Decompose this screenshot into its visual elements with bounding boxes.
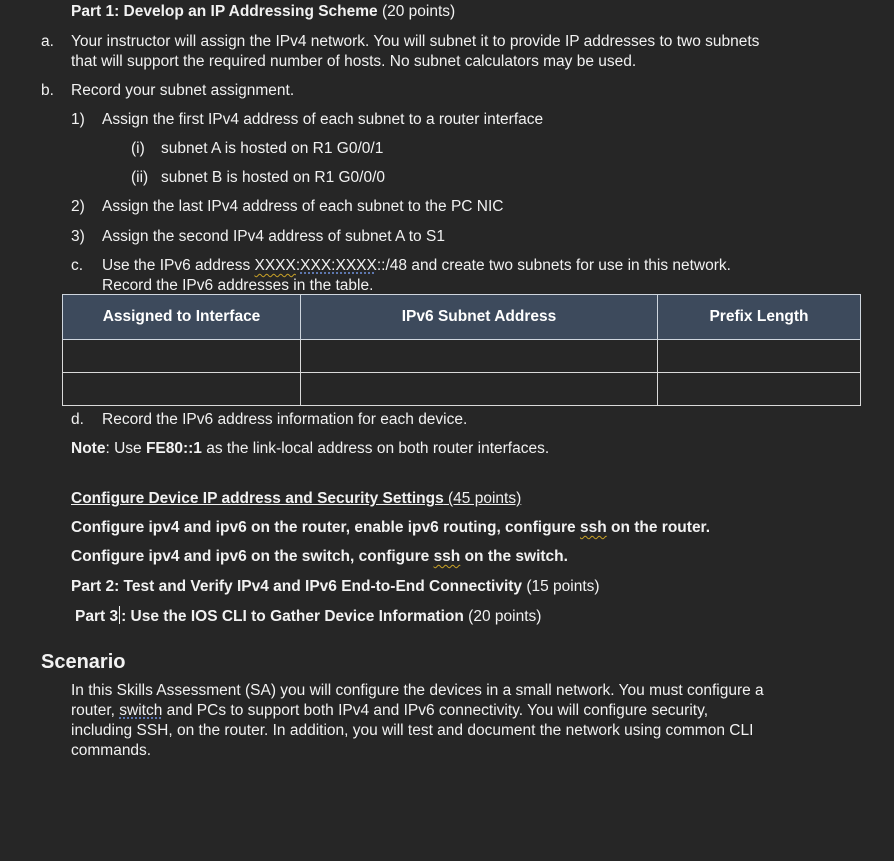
part1-points: (20 points) [377, 3, 456, 20]
configure-router-pre: Configure ipv4 and ipv6 on the router, enable ipv6 routing, configure [71, 519, 580, 536]
item-c-marker: c. [71, 257, 84, 274]
step1-text: Assign the first IPv4 address of each subnet to a router interface [102, 111, 544, 128]
table-row [63, 340, 861, 373]
step3-text: Assign the second IPv4 address of subnet A to S1 [102, 228, 445, 245]
item-a-line1: Your instructor will assign the IPv4 network. You will subnet it to provide IP addresses to two subnets [71, 33, 760, 50]
note-sep: : Use [105, 440, 146, 457]
part2-title: Part 2: Test and Verify IPv4 and IPv6 End-to-End Connectivity [71, 578, 523, 595]
sub-i-marker: (i) [131, 140, 145, 157]
configure-title: Configure Device IP address and Security Settings [71, 490, 444, 507]
configure-router-line [71, 518, 710, 538]
header-ipv6-subnet-address: IPv6 Subnet Address [301, 295, 658, 340]
table-cell[interactable] [658, 340, 861, 373]
step1-marker: 1) [71, 111, 85, 128]
scenario-line4: commands. [71, 742, 152, 759]
scenario-line2-post: and PCs to support both IPv4 and IPv6 connectivity. You will configure security, [162, 702, 708, 719]
scenario-line3: including SSH, on the router. In addition, you will test and document the network using common CLI [71, 722, 754, 739]
scenario-line2-pre: router, [71, 702, 120, 719]
configure-router-ssh: ssh [579, 519, 607, 536]
sub-i-text: subnet A is hosted on R1 G0/0/1 [161, 140, 384, 157]
part3-heading [75, 606, 541, 627]
part1-heading [71, 2, 455, 22]
configure-switch-ssh: ssh [433, 548, 461, 565]
item-b-marker: b. [41, 82, 54, 99]
item-a-line2: that will support the required number of hosts. No subnet calculators may be used. [71, 53, 637, 70]
scenario-line1: In this Skills Assessment (SA) you will configure the devices in a small network. You must configure a [71, 682, 764, 699]
table-cell[interactable] [63, 340, 301, 373]
ipv6-table [62, 294, 861, 406]
table-cell[interactable] [301, 373, 658, 406]
item-b-text: Record your subnet assignment. [71, 82, 295, 99]
part2-heading [71, 577, 600, 597]
scenario-line2 [71, 701, 708, 721]
item-c-line2: Record the IPv6 addresses in the table. [102, 277, 374, 294]
header-prefix-length: Prefix Length [658, 295, 861, 340]
table-cell[interactable] [63, 373, 301, 406]
note-label: Note [71, 440, 106, 457]
step3-marker: 3) [71, 228, 85, 245]
item-c-sep: : [295, 257, 301, 274]
configure-points: (45 points) [443, 490, 522, 507]
configure-switch-post: on the switch. [460, 548, 568, 565]
sub-ii-text: subnet B is hosted on R1 G0/0/0 [161, 169, 386, 186]
sub-ii-marker: (ii) [131, 169, 149, 186]
part1-title: Part 1: Develop an IP Addressing Scheme [71, 3, 378, 20]
scenario-switch-word: switch [119, 702, 163, 719]
part3-title-a: Part 3 [75, 608, 119, 625]
header-assigned-interface: Assigned to Interface [63, 295, 301, 340]
table-cell[interactable] [301, 340, 658, 373]
configure-switch-line [71, 547, 568, 567]
text-cursor [119, 606, 120, 624]
item-d-text: Record the IPv6 address information for each device. [102, 411, 468, 428]
item-c-line1 [102, 256, 731, 276]
note-rest: as the link-local address on both router interfaces. [201, 440, 550, 457]
item-a-marker: a. [41, 33, 54, 50]
scenario-heading: Scenario [41, 651, 126, 673]
part2-points: (15 points) [522, 578, 600, 595]
configure-router-post: on the router. [606, 519, 711, 536]
note [71, 439, 549, 459]
table-cell[interactable] [658, 373, 861, 406]
ipv6-table-header-row [63, 295, 861, 340]
item-c-addr1: XXXX [254, 257, 296, 274]
step2-text: Assign the last IPv4 address of each subnet to the PC NIC [102, 198, 504, 215]
item-c-pre: Use the IPv6 address [102, 257, 255, 274]
configure-switch-pre: Configure ipv4 and ipv6 on the switch, configure [71, 548, 434, 565]
item-d-marker: d. [71, 411, 84, 428]
item-c-addr2: XXX:XXXX [300, 257, 377, 274]
item-c-post: ::/48 and create two subnets for use in this network. [376, 257, 731, 274]
table-row [63, 373, 861, 406]
configure-heading [71, 489, 521, 509]
part3-points: (20 points) [463, 608, 542, 625]
part3-title-b: : Use the IOS CLI to Gather Device Information [121, 608, 464, 625]
step2-marker: 2) [71, 198, 85, 215]
note-address: FE80::1 [145, 440, 202, 457]
